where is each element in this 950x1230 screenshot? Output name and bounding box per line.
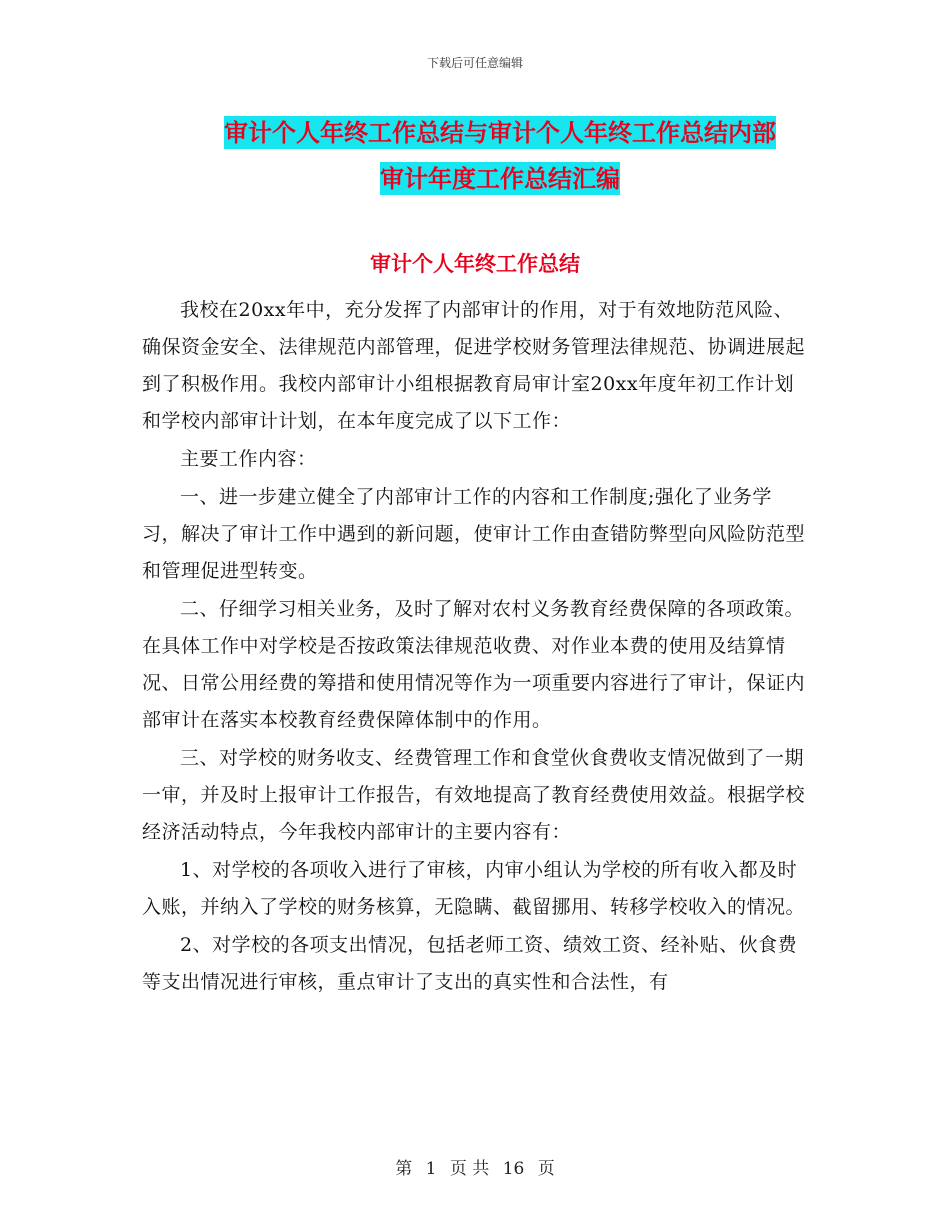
page-header-note: 下载后可任意编辑 bbox=[426, 56, 523, 70]
document-body bbox=[142, 292, 806, 1002]
paragraph-intro: 我校在20xx年中，充分发挥了内部审计的作用，对于有效地防范风险、确保资金安全、法律规范内部管理，促进学校财务管理法律规范、协调进展起到了积极作用。我校内部审计小组根据教育局审计室20xx年度年初工作计划和学校内部审计计划，在本年度完成了以下工作： bbox=[142, 299, 806, 432]
document-title-line-1: 审计个人年终工作总结与审计个人年终工作总结内部 bbox=[224, 118, 776, 147]
document-title bbox=[140, 110, 860, 202]
paragraph-main-content-heading: 主要工作内容： bbox=[180, 448, 317, 470]
paragraph-item-2: 二、仔细学习相关业务，及时了解对农村义务教育经费保障的各项政策。在具体工作中对学校是否按政策法律规范收费、对作业本费的使用及结算情况、日常公用经费的筹措和使用情况等作为一项重要内容进行了审计，保证内部审计在落实本校教育经费保障体制中的作用。 bbox=[142, 598, 806, 731]
document-title-line-2: 审计年度工作总结汇编 bbox=[380, 164, 620, 193]
paragraph-subitem-1: 1、对学校的各项收入进行了审核，内审小组认为学校的所有收入都及时入账，并纳入了学校的财务核算，无隐瞒、截留挪用、转移学校收入的情况。 bbox=[142, 859, 806, 918]
paragraph-subitem-2: 2、对学校的各项支出情况，包括老师工资、绩效工资、经补贴、伙食费等支出情况进行审核，重点审计了支出的真实性和合法性，有 bbox=[142, 934, 798, 993]
footer-suffix: 页 bbox=[537, 1159, 555, 1179]
paragraph-item-1: 一、进一步建立健全了内部审计工作的内容和工作制度;强化了业务学习，解决了审计工作中遇到的新问题，使审计工作由查错防弊型向风险防范型和管理促进型转变。 bbox=[142, 486, 806, 582]
footer-page-current: 1 bbox=[425, 1159, 437, 1179]
footer-page-total: 16 bbox=[502, 1159, 525, 1179]
section-title: 审计个人年终工作总结 bbox=[370, 251, 580, 276]
footer-prefix: 第 bbox=[395, 1159, 413, 1179]
page-footer bbox=[0, 1154, 950, 1179]
paragraph-item-3: 三、对学校的财务收支、经费管理工作和食堂伙食费收支情况做到了一期一审，并及时上报审计工作报告，有效地提高了教育经费使用效益。根据学校经济活动特点，今年我校内部审计的主要内容有： bbox=[142, 747, 806, 843]
footer-middle: 页 共 bbox=[449, 1159, 490, 1179]
